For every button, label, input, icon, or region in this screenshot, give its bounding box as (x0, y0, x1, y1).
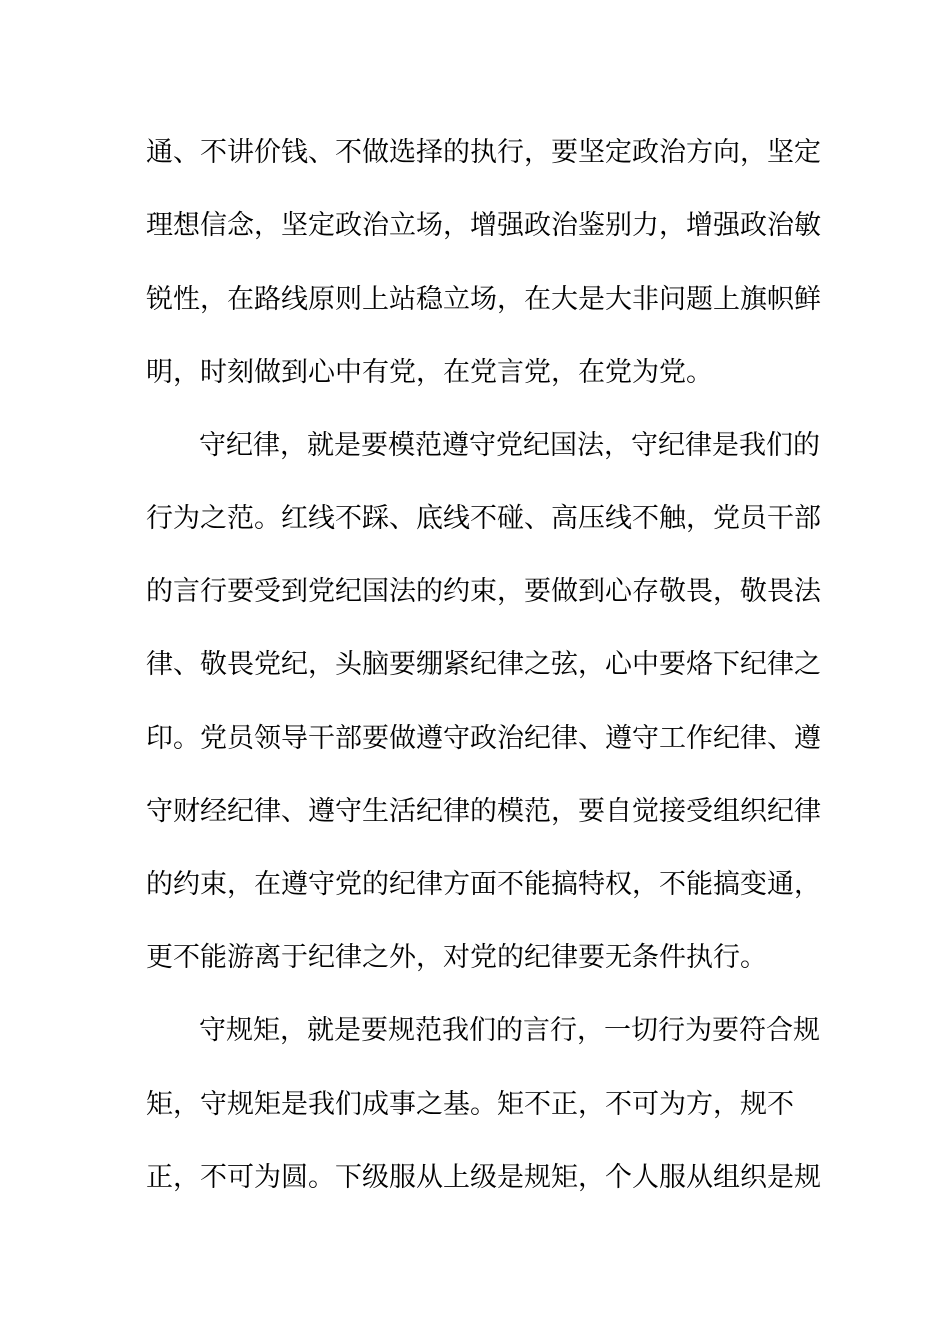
text-line: 行为之范。红线不踩、底线不碰、高压线不触，党员干部 (146, 503, 821, 534)
text-line: 正，不可为圆。下级服从上级是规矩，个人服从组织是规 (146, 1162, 821, 1193)
text-line: 的言行要受到党纪国法的约束，要做到心存敬畏，敬畏法 (146, 576, 821, 607)
text-line: 通、不讲价钱、不做选择的执行，要坚定政治方向，坚定 (146, 137, 821, 168)
text-line: 锐性，在路线原则上站稳立场，在大是大非问题上旗帜鲜 (146, 284, 821, 315)
text-line: 明，时刻做到心中有党，在党言党，在党为党。 (146, 357, 713, 388)
paragraph-first-line: 守纪律，就是要模范遵守党纪国法，守纪律是我们的 (199, 430, 820, 461)
text-line: 理想信念，坚定政治立场，增强政治鉴别力，增强政治敏 (146, 210, 821, 241)
text-line: 守财经纪律、遵守生活纪律的模范，要自觉接受组织纪律 (146, 796, 821, 827)
text-line: 印。党员领导干部要做遵守政治纪律、遵守工作纪律、遵 (146, 723, 821, 754)
text-line: 更不能游离于纪律之外，对党的纪律要无条件执行。 (146, 942, 767, 973)
text-line: 矩，守规矩是我们成事之基。矩不正，不可为方，规不 (146, 1089, 794, 1120)
text-line: 的约束，在遵守党的纪律方面不能搞特权，不能搞变通， (146, 869, 821, 900)
text-line: 律、敬畏党纪，头脑要绷紧纪律之弦，心中要烙下纪律之 (146, 649, 821, 680)
paragraph-first-line: 守规矩，就是要规范我们的言行，一切行为要符合规 (199, 1015, 820, 1046)
